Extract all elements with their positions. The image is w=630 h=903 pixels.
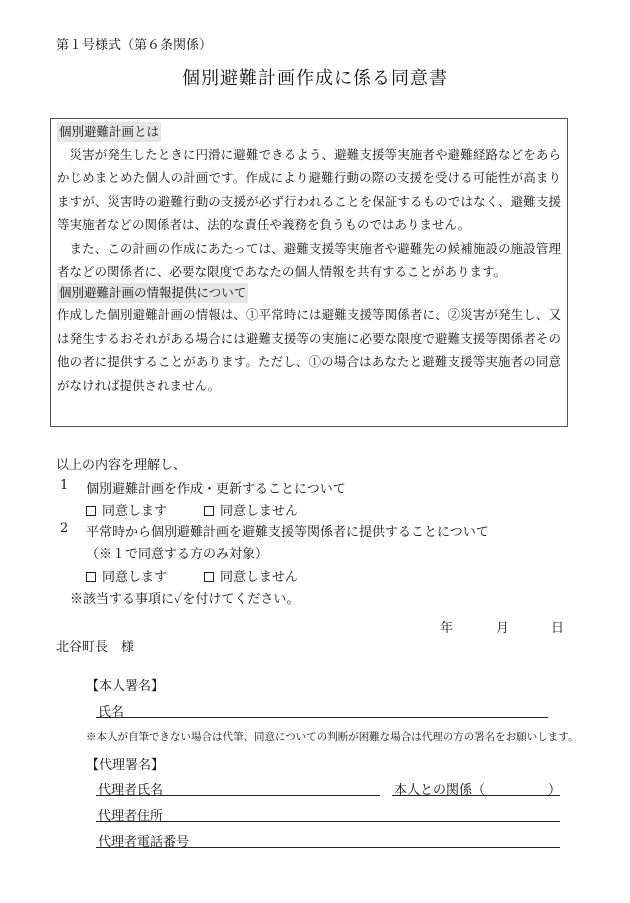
proxy-name-line[interactable] — [96, 795, 380, 796]
date-month-label: 月 — [496, 621, 510, 636]
item1-disagree-checkbox[interactable] — [204, 506, 214, 516]
relation-line[interactable] — [392, 795, 560, 796]
item1-agree-checkbox[interactable] — [86, 506, 96, 516]
self-signature-heading: 【本人署名】 — [86, 679, 165, 694]
section-heading-plan: 個別避難計画とは — [57, 122, 161, 142]
document-title: 個別避難計画作成に係る同意書 — [182, 68, 448, 89]
item1-text: 個別避難計画を作成・更新することについて — [86, 482, 346, 497]
proxy-phone-line[interactable] — [96, 847, 560, 848]
section1-paragraph2: また、この計画の作成にあたっては、避難支援等実施者や避難先の候補施設の施設管理者などの関係者に、必要な限度であなたの個人情報を共有することがあります。 — [57, 240, 561, 280]
item1-number: 1 — [60, 478, 69, 493]
form-number: 第１号様式（第６条関係） — [56, 38, 213, 53]
consent-intro: 以上の内容を理解し、 — [56, 458, 187, 473]
date-year-label: 年 — [440, 621, 454, 636]
item1-disagree-option[interactable] — [204, 500, 298, 519]
addressee: 北谷町長 様 — [56, 640, 135, 655]
proxy-name-label: 代理者氏名 — [98, 783, 164, 798]
check-instruction: ※該当する事項に✓を付けてください。 — [70, 592, 300, 607]
section-heading-info-provision: 個別避難計画の情報提供について — [57, 283, 248, 303]
item2-text: 平常時から個別避難計画を避難支援等関係者に提供することについて — [86, 525, 489, 540]
item2-agree-checkbox[interactable] — [86, 572, 96, 582]
item2-agree-label: 同意します — [102, 570, 168, 585]
proxy-signature-heading: 【代理署名】 — [86, 758, 165, 773]
item1-agree-option[interactable] — [86, 500, 167, 519]
information-box — [50, 118, 568, 427]
item2-disagree-label: 同意しません — [220, 570, 299, 585]
item2-disagree-option[interactable] — [204, 566, 298, 585]
item2-disagree-checkbox[interactable] — [204, 572, 214, 582]
section1-paragraph1: 災害が発生したときに円滑に避難できるよう、避難支援等実施者や避難経路などをあらかじめまとめた個人の計画です。作成により避難行動の際の支援を受ける可能性が高まりますが、災害時の避難行動の支援が必ず行われることを保証するものではなく、避難支援等実施者などの関係者は、法的な責任や義務を負うものではありません。 — [57, 147, 561, 233]
proxy-address-label: 代理者住所 — [98, 809, 164, 824]
item1-disagree-label: 同意しません — [220, 504, 299, 519]
item2-number: 2 — [60, 521, 69, 536]
item2-note: （※１で同意する方のみ対象） — [86, 547, 269, 562]
proxy-address-line[interactable] — [96, 821, 560, 822]
item2-agree-option[interactable] — [86, 566, 167, 585]
relation-close-paren: ） — [548, 783, 562, 798]
proxy-phone-label: 代理者電話番号 — [98, 835, 190, 850]
name-signature-line[interactable] — [96, 717, 548, 718]
relation-label: 本人との関係（ — [394, 783, 486, 798]
item1-agree-label: 同意します — [102, 504, 168, 519]
section2-paragraph: 作成した個別避難計画の情報は、①平常時には避難支援等関係者に、②災害が発生し、又は発生するおそれがある場合には避難支援等の実施に必要な限度で避難支援等関係者その他の者に提供することがあります。ただし、①の場合はあなたと避難支援等実施者の同意がなければ提供されません。 — [57, 307, 561, 393]
date-day-label: 日 — [551, 621, 565, 636]
name-label: 氏名 — [98, 705, 125, 720]
proxy-note: ※本人が自筆できない場合は代筆、同意についての判断が困難な場合は代理の方の署名をお願いします。 — [86, 731, 579, 743]
